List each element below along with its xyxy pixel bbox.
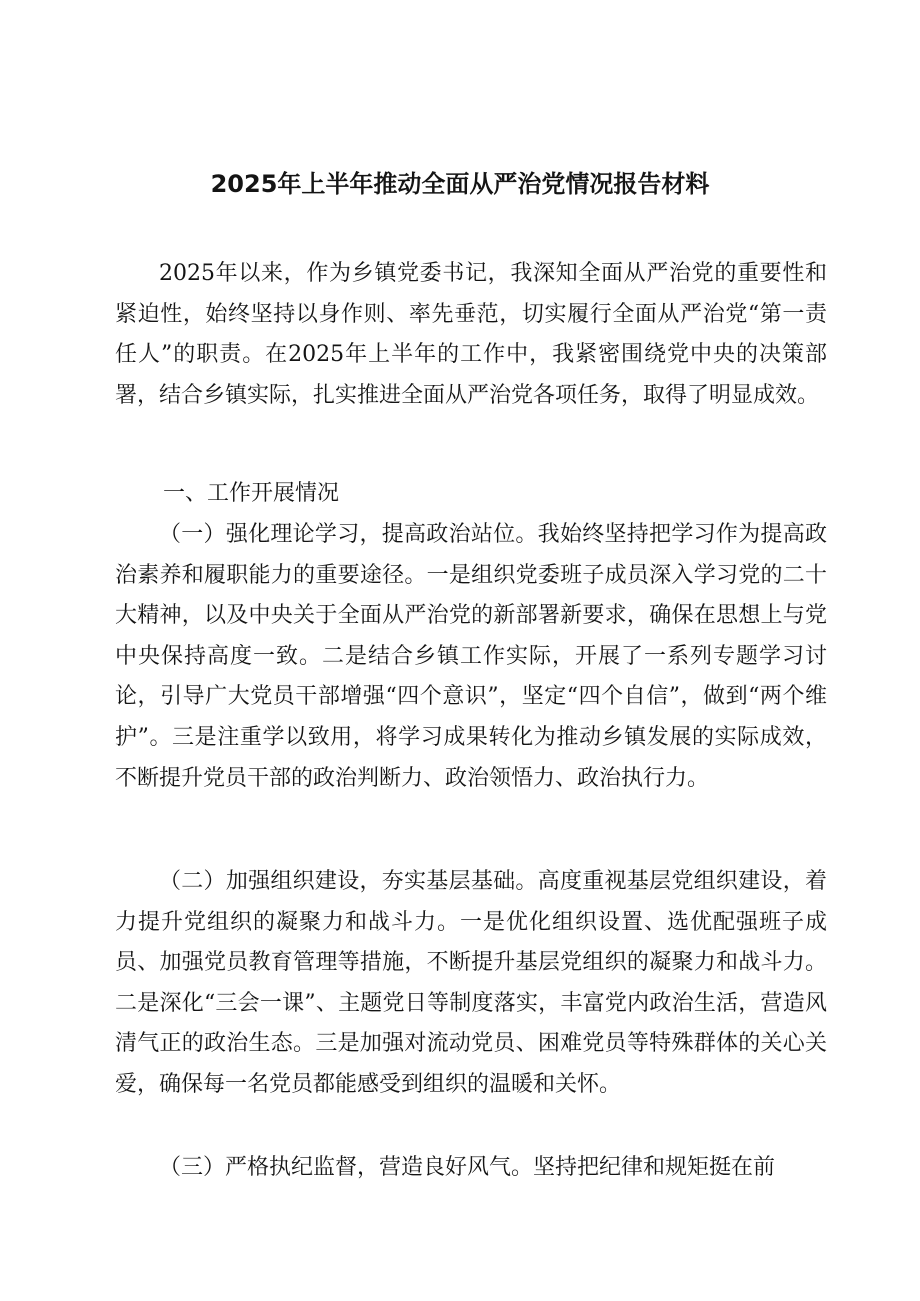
section-heading: 一、工作开展情况 [163, 481, 340, 506]
paragraph-organization-building: （二）加强组织建设，夯实基层基础。高度重视基层党组织建设，着力提升党组织的凝聚力和战斗力。一是优化组织设置、选优配强班子成员、加强党员教育管理等措施，不断提升基层党组织的凝聚力和战斗力。二是深化“三会一课”、主题党日等制度落实，丰富党内政治生活，营造风清气正的政治生态。三是加强对流动党员、困难党员等特殊群体的关心关爱，确保每一名党员都能感受到组织的温暖和关怀。 [115, 869, 827, 1097]
intro-paragraph: 2025年以来，作为乡镇党委书记，我深知全面从严治党的重要性和紧迫性，始终坚持以身作则、率先垂范，切实履行全面从严治党“第一责任人”的职责。在2025年上半年的工作中，我紧密围绕党中央的决策部署，结合乡镇实际，扎实推进全面从严治党各项任务，取得了明显成效。 [115, 261, 827, 408]
paragraph-discipline-supervision: （三）严格执纪监督，营造良好风气。坚持把纪律和规矩挺在前 [159, 1155, 776, 1180]
document-title: 2025年上半年推动全面从严治党情况报告材料 [210, 170, 710, 198]
paragraph-theory-study: （一）强化理论学习，提高政治站位。我始终坚持把学习作为提高政治素养和履职能力的重要途径。一是组织党委班子成员深入学习党的二十大精神，以及中央关于全面从严治党的新部署新要求，确保在思想上与党中央保持高度一致。二是结合乡镇工作实际，开展了一系列专题学习讨论，引导广大党员干部增强“四个意识”，坚定“四个自信”，做到“两个维护”。三是注重学以致用，将学习成果转化为推动乡镇发展的实际成效，不断提升党员干部的政治判断力、政治领悟力、政治执行力。 [115, 522, 827, 791]
